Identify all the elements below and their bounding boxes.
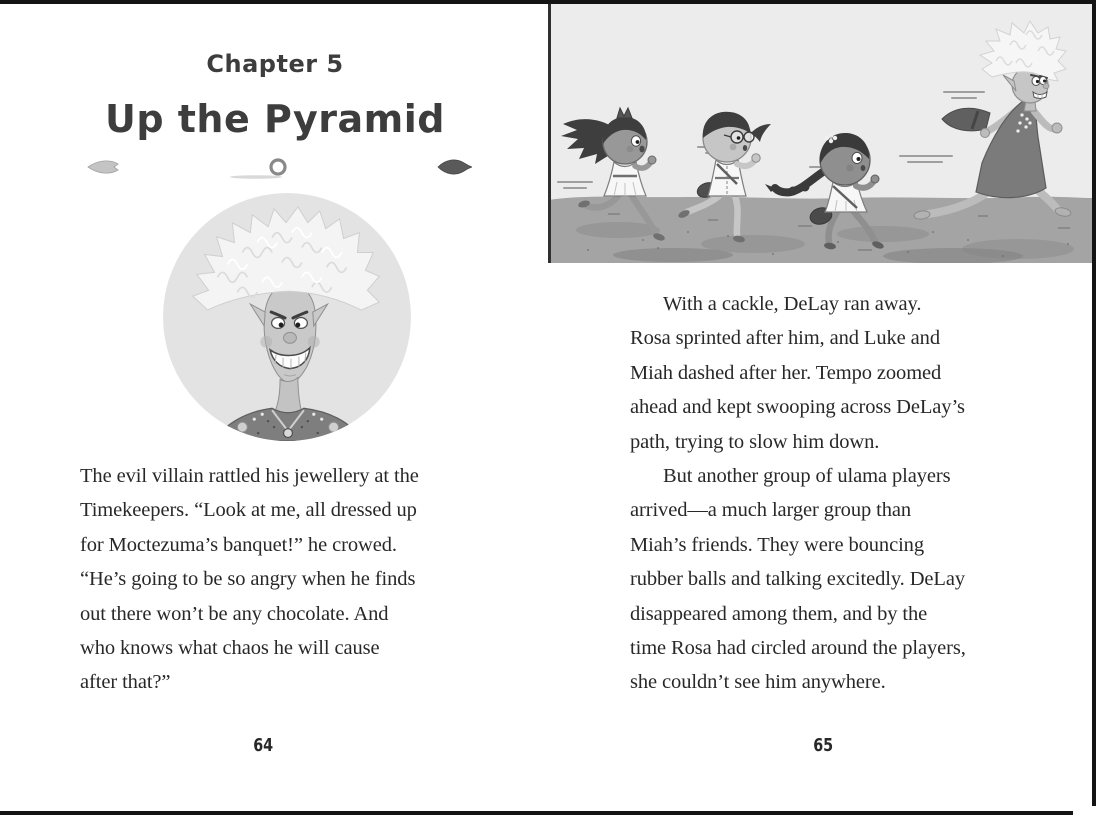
- page-right: [550, 0, 1100, 815]
- page-number-value: 64: [253, 736, 273, 756]
- text-line: The evil villain rattled his jewellery at the: [80, 465, 419, 487]
- paragraph: [630, 287, 1026, 459]
- text-line: Miah’s friends. They were bouncing: [630, 533, 924, 556]
- divider-right-leaf: [438, 160, 472, 174]
- text-line: Timekeepers. “Look at me, all dressed up: [80, 499, 417, 522]
- text-line: for Moctezuma’s banquet!” he crowed.: [80, 533, 397, 556]
- villain-cheek: [308, 336, 320, 348]
- scan-edge-bottom: [0, 811, 1073, 815]
- text-line: who knows what chaos he will cause: [80, 637, 380, 660]
- text-line: With a cackle, DeLay ran away.: [663, 293, 922, 315]
- text-line: Rosa sprinted after him, and Luke and: [630, 327, 940, 350]
- left-body-text: [80, 459, 482, 700]
- villain-pendant: [284, 429, 293, 438]
- text-line: Miah dashed after her. Tempo zoomed: [630, 361, 942, 384]
- text-line: ahead and kept swooping across DeLay’s: [630, 396, 965, 419]
- page-number-value: 65: [813, 736, 833, 756]
- text-line: rubber balls and talking excitedly. DeLay: [630, 568, 965, 591]
- divider-left-leaf: [88, 161, 118, 173]
- villain-nose: [284, 332, 297, 343]
- text-line: out there won’t be any chocolate. And: [80, 602, 389, 625]
- divider-shadow: [230, 175, 282, 179]
- page-number-left: [80, 736, 446, 756]
- gutter-shadow: [548, 4, 551, 263]
- text-line: path, trying to slow him down.: [630, 430, 880, 453]
- text-line: “He’s going to be so angry when he finds: [80, 568, 416, 591]
- text-line: after that?”: [80, 671, 171, 694]
- villain-portrait-illustration: [163, 193, 411, 441]
- villain-cheek: [260, 336, 272, 348]
- chapter-label: Chapter 5: [206, 50, 344, 78]
- scan-edge-top: [0, 0, 1096, 4]
- text-line: disappeared among them, and by the: [630, 602, 928, 625]
- divider-ring: [271, 160, 285, 174]
- page-number-right: [630, 736, 1016, 756]
- text-line: But another group of ulama players: [663, 465, 951, 488]
- text-line: arrived—a much larger group than: [630, 499, 912, 522]
- chapter-divider-ornament: [84, 155, 472, 179]
- text-line: she couldn’t see him anywhere.: [630, 671, 886, 694]
- right-body-text: [630, 287, 1026, 700]
- paragraph: [630, 459, 1026, 700]
- chapter-title: Up the Pyramid: [104, 97, 446, 141]
- chase-scene-illustration: [548, 4, 1094, 263]
- text-line: time Rosa had circled around the players,: [630, 637, 966, 660]
- scan-edge-right: [1092, 0, 1096, 806]
